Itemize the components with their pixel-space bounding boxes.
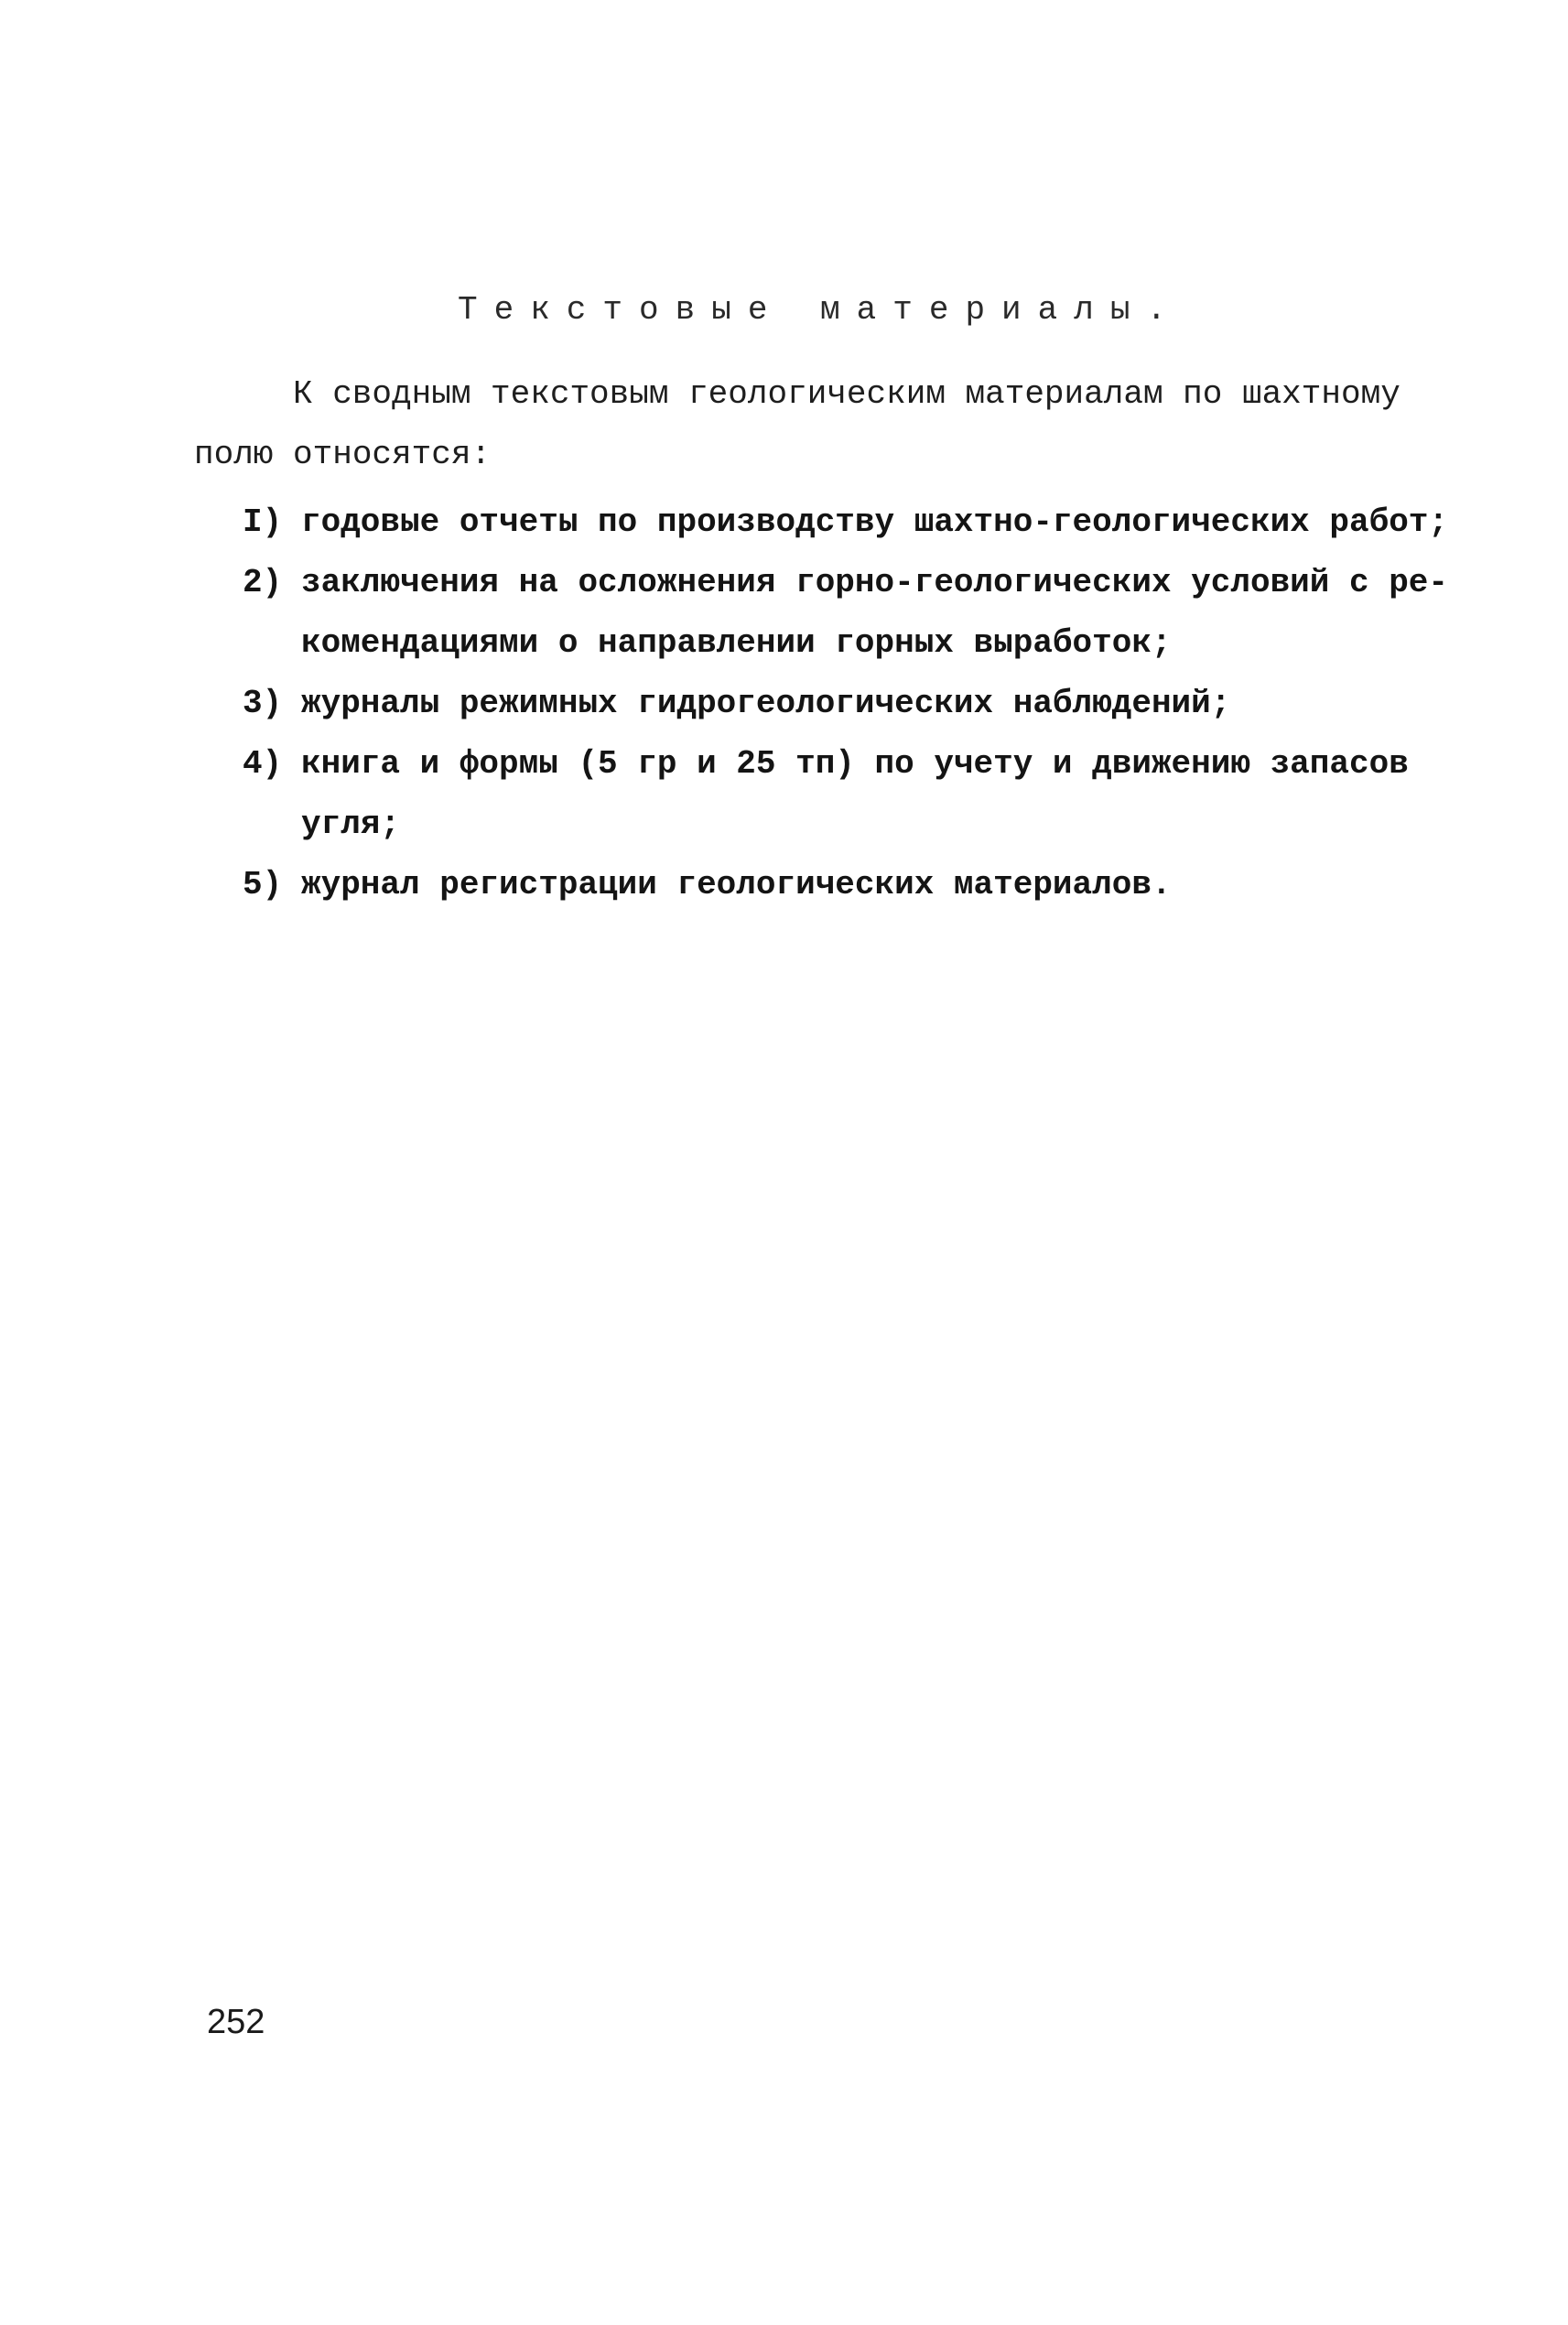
list-item-line: книга и формы (5 гр и 25 тп) по учету и движению запасов: [301, 745, 1409, 783]
list-item-line: годовые отчеты по производству шахтно-геологических работ;: [301, 503, 1449, 541]
materials-list: [243, 492, 1449, 915]
list-item-text: [301, 674, 1396, 734]
list-item-line: журнал регистрации геологических материалов.: [301, 866, 1172, 903]
list-item-number: 5): [243, 866, 283, 903]
list-item: [243, 855, 1396, 915]
page-number: 252: [207, 2003, 265, 2041]
list-item: [243, 674, 1396, 734]
list-item-line: угля;: [301, 806, 401, 843]
list-item-line: заключения на осложнения горно-геологических условий с ре-: [301, 564, 1449, 601]
intro-paragraph: [194, 364, 1400, 485]
list-item-number: 4): [243, 745, 283, 783]
list-item: [243, 734, 1409, 855]
list-item-line: комендациями о направлении горных выработок;: [301, 624, 1172, 662]
list-item-line: журналы режимных гидрогеологических наблюдений;: [301, 685, 1231, 722]
list-item-text: [301, 492, 1448, 553]
list-item-number: I): [243, 503, 283, 541]
list-item: [243, 492, 1449, 553]
list-item: [243, 553, 1449, 674]
list-item-text: [301, 855, 1396, 915]
list-item-text: [301, 553, 1448, 674]
intro-line-1: К сводным текстовым геологическим материалам по шахтному: [293, 375, 1400, 413]
list-item-number: 2): [243, 564, 283, 601]
list-item-text: [301, 734, 1409, 855]
intro-line-2: полю относятся:: [194, 436, 492, 473]
list-item-number: 3): [243, 685, 283, 722]
section-title: Текстовые материалы.: [458, 291, 1184, 329]
